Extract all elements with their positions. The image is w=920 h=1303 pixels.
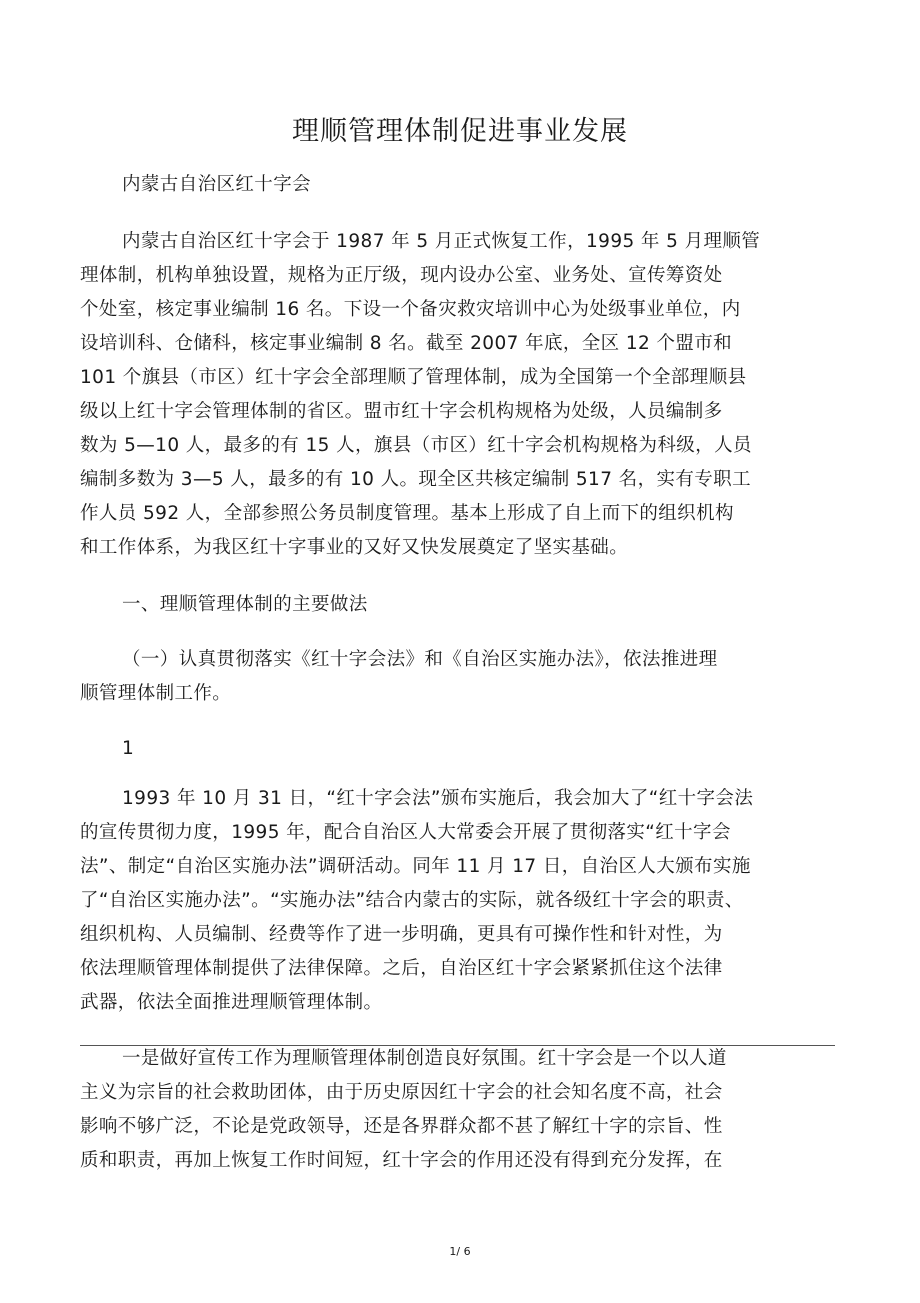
paragraph-line: 级以上红十字会管理体制的省区。盟市红十字会机构规格为处级，人员编制多 [80, 401, 723, 422]
paragraph-line: 和工作体系，为我区红十字事业的又好又快发展奠定了坚实基础。 [80, 537, 629, 558]
paragraph-line: 101 个旗县（市区）红十字会全部理顺了管理体制，成为全国第一个全部理顺县 [80, 367, 747, 388]
paragraph-line: 内蒙古自治区红十字会于 1987 年 5 月正式恢复工作，1995 年 5 月理顺管 [122, 231, 761, 252]
document-title: 理顺管理体制促进事业发展 [292, 116, 628, 147]
paragraph-line: 组织机构、人员编制、经费等作了进一步明确，更具有可操作性和针对性，为 [80, 924, 723, 945]
paragraph-line: 了“自治区实施办法”。“实施办法”结合内蒙古的实际，就各级红十字会的职责、 [80, 890, 744, 911]
item-number: 1 [122, 738, 135, 759]
section-heading: 一、理顺管理体制的主要做法 [122, 594, 368, 615]
paragraph-line: 质和职责，再加上恢复工作时间短，红十字会的作用还没有得到充分发挥，在 [80, 1150, 723, 1171]
paragraph-line: 理体制，机构单独设置，规格为正厅级，现内设办公室、业务处、宣传筹资处 [80, 265, 723, 286]
paragraph-line: 法”、制定“自治区实施办法”调研活动。同年 11 月 17 日，自治区人大颁布实施 [80, 856, 751, 877]
paragraph-line: 数为 5—10 人，最多的有 15 人，旗县（市区）红十字会机构规格为科级，人员 [80, 435, 752, 456]
paragraph-line: 影响不够广泛，不论是党政领导，还是各界群众都不甚了解红十字的宗旨、性 [80, 1116, 723, 1137]
paragraph-line: 作人员 592 人，全部参照公务员制度管理。基本上形成了自上而下的组织机构 [80, 503, 734, 524]
paragraph-line: 依法理顺管理体制提供了法律保障。之后，自治区红十字会紧紧抓住这个法律 [80, 958, 723, 979]
paragraph-line: 一是做好宣传工作为理顺管理体制创造良好氛围。红十字会是一个以人道 [122, 1048, 727, 1069]
paragraph-line: 个处室，核定事业编制 16 名。下设一个备灾救灾培训中心为处级事业单位，内 [80, 299, 741, 320]
paragraph-line: （一）认真贯彻落实《红十字会法》和《自治区实施办法》，依法推进理 [122, 649, 718, 670]
paragraph-line: 编制多数为 3—5 人，最多的有 10 人。现全区共核定编制 517 名，实有专职工 [80, 469, 751, 490]
paragraph-line: 顺管理体制工作。 [80, 683, 232, 704]
paragraph-line: 武器，依法全面推进理顺管理体制。 [80, 992, 383, 1013]
page-number: 1/ 6 [449, 1245, 471, 1258]
paragraph-line: 的宣传贯彻力度，1995 年，配合自治区人大常委会开展了贯彻落实“红十字会 [80, 822, 731, 843]
paragraph-line: 1993 年 10 月 31 日，“红十字会法”颁布实施后，我会加大了“红十字会法 [122, 788, 754, 809]
paragraph-line: 主义为宗旨的社会救助团体，由于历史原因红十字会的社会知名度不高，社会 [80, 1082, 723, 1103]
author-line: 内蒙古自治区红十字会 [122, 174, 312, 195]
paragraph-line: 设培训科、仓储科，核定事业编制 8 名。截至 2007 年底，全区 12 个盟市和 [80, 333, 733, 354]
